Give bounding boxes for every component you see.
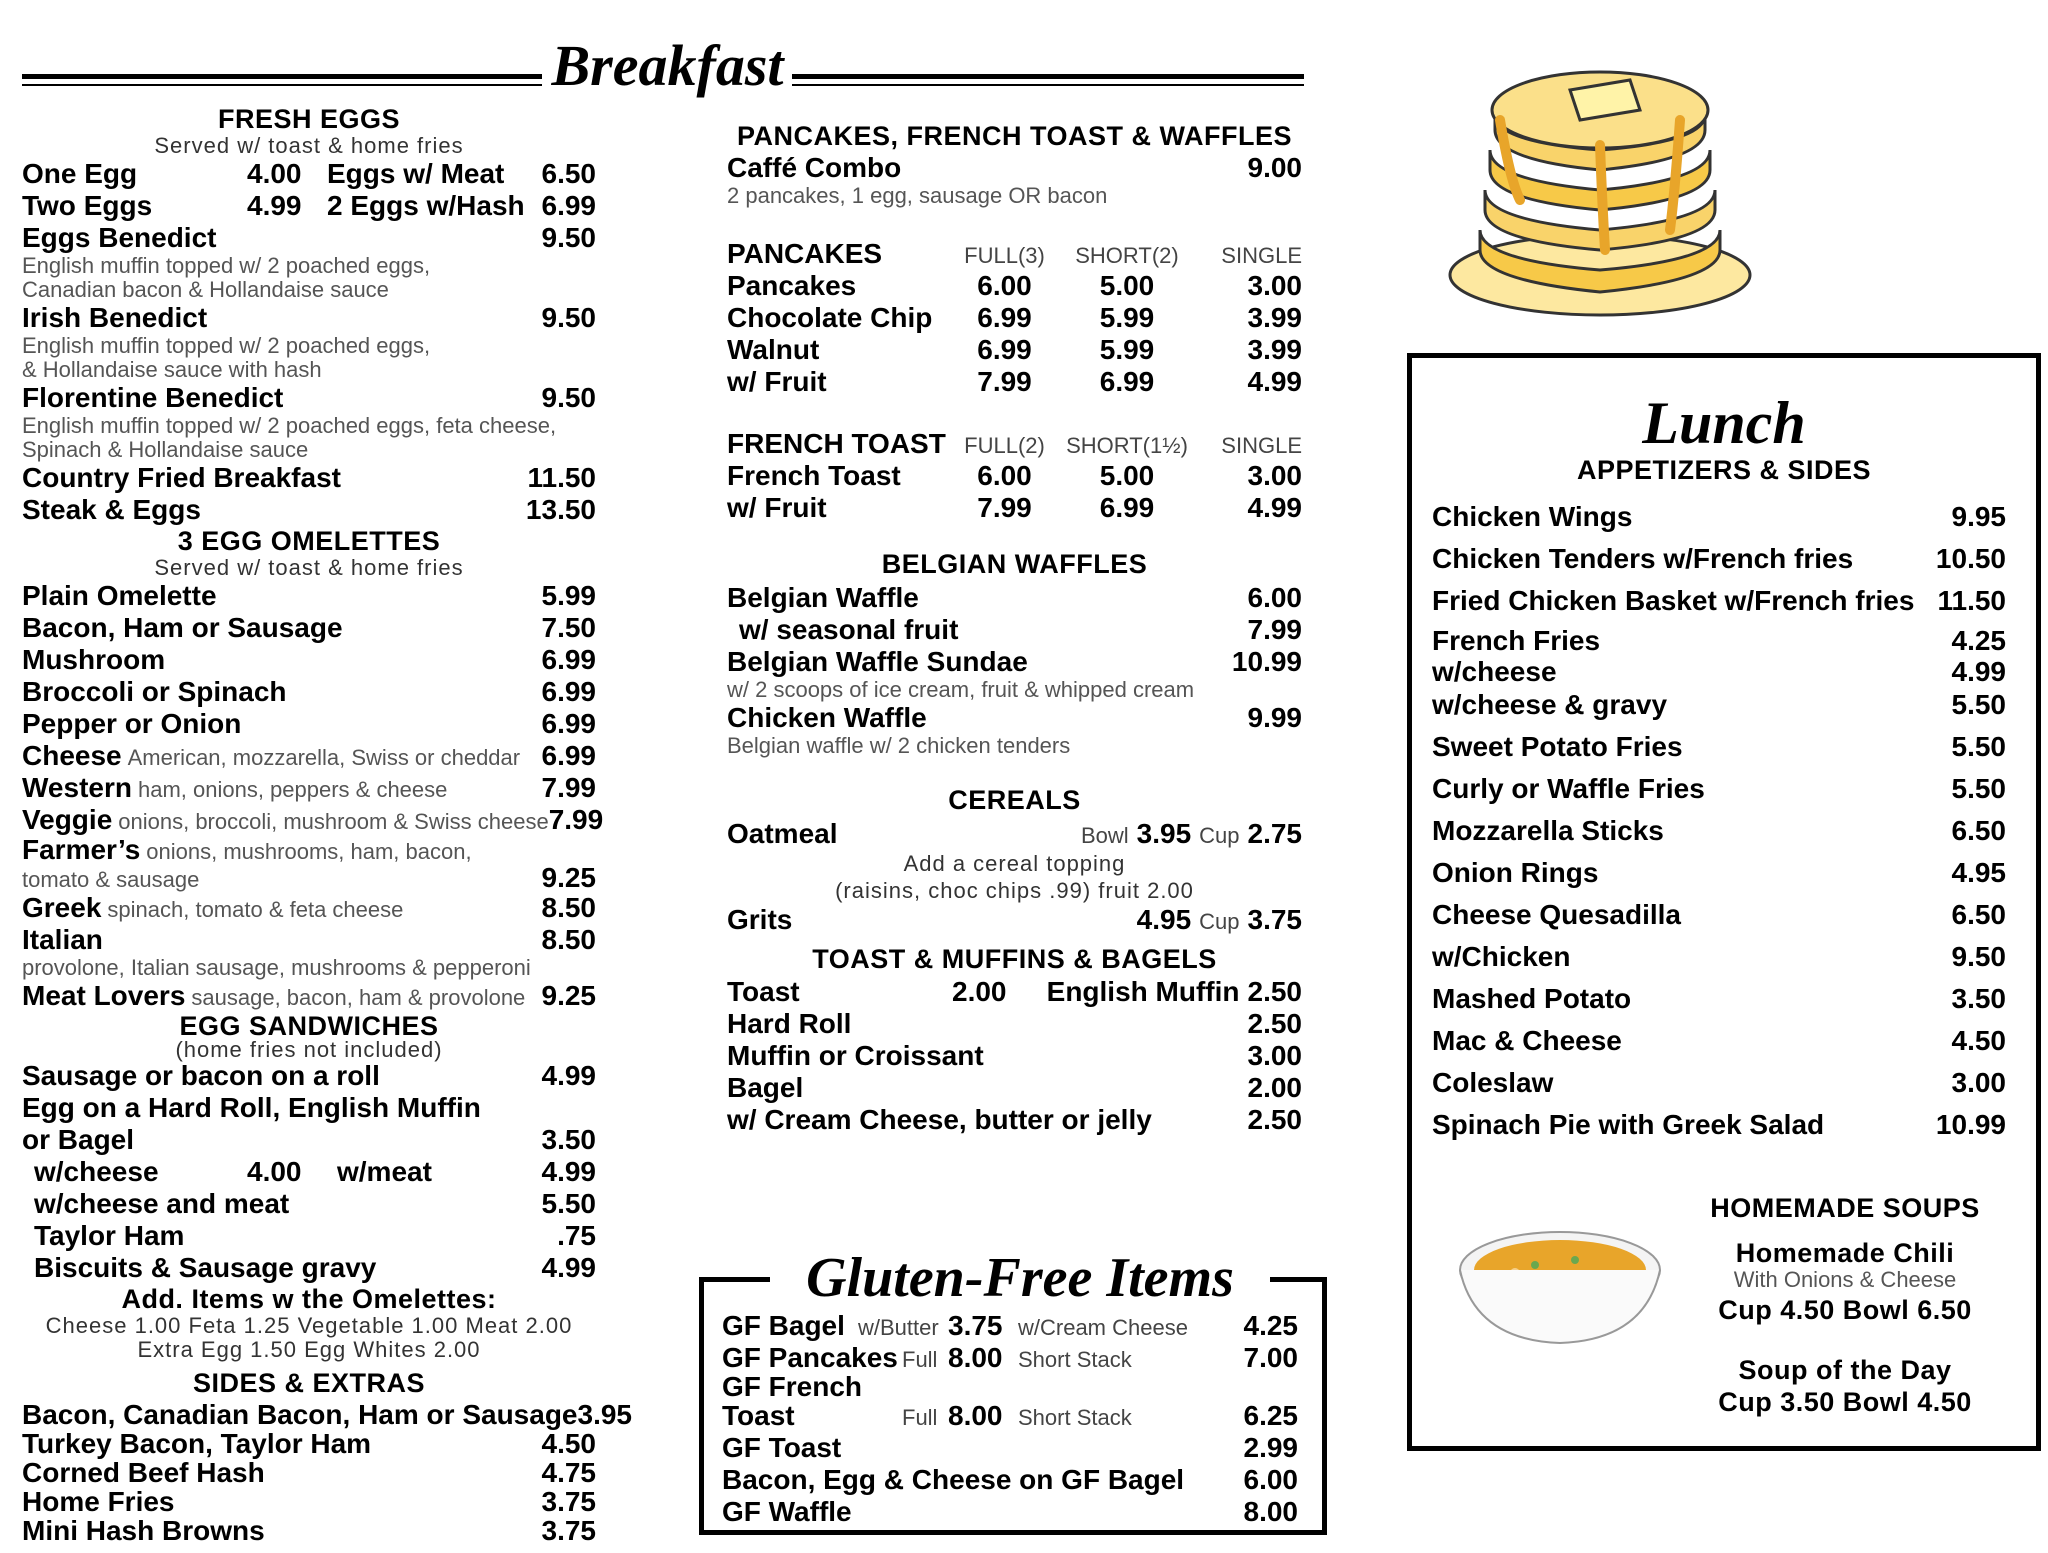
menu-item: Farmer’s onions, mushrooms, ham, bacon, — [22, 834, 472, 865]
menu-item: tomato & sausage 9.25 — [22, 862, 596, 893]
menu-item-pair: Toast 2.00 English Muffin 2.50 — [727, 976, 1302, 1007]
add-items-header: Add. Items w the Omelettes: — [121, 1284, 497, 1314]
menu-item: Spinach Pie with Greek Salad 10.99 — [1432, 1109, 2006, 1140]
menu-item: Caffé Combo 9.00 — [727, 152, 1302, 183]
item-description: English muffin topped w/ 2 poached eggs, feta cheese, — [22, 413, 557, 438]
french-toast-header-row: FRENCH TOAST FULL(2) SHORT(1½) SINGLE — [727, 428, 1302, 459]
menu-item: Chicken Tenders w/French fries 10.50 — [1432, 543, 2006, 574]
menu-item: GF Bagel w/Butter 3.75 w/Cream Cheese 4.25 — [722, 1310, 1298, 1341]
menu-item: Chicken Wings 9.95 — [1432, 501, 2006, 532]
menu-item: Muffin or Croissant 3.00 — [727, 1040, 1302, 1071]
soup-of-day-name: Soup of the Day — [1738, 1355, 1952, 1385]
menu-item: Hard Roll 2.50 — [727, 1008, 1302, 1039]
menu-item: Mozzarella Sticks 6.50 — [1432, 815, 2006, 846]
menu-item: Sweet Potato Fries 5.50 — [1432, 731, 2006, 762]
lunch-title: Lunch — [1642, 390, 1806, 456]
menu-item: GF Toast 2.99 — [722, 1432, 1298, 1463]
pancakes-ft-waffles-header: PANCAKES, FRENCH TOAST & WAFFLES — [736, 121, 1292, 151]
omelettes-subheader: Served w/ toast & home fries — [154, 555, 464, 580]
lunch-appetizers-header: APPETIZERS & SIDES — [1576, 455, 1872, 485]
menu-item: Mini Hash Browns 3.75 — [22, 1515, 596, 1546]
belgian-waffles-header: BELGIAN WAFFLES — [881, 549, 1148, 579]
menu-item: Bagel 2.00 — [727, 1072, 1302, 1103]
item-description: English muffin topped w/ 2 poached eggs, — [22, 333, 431, 358]
item-description: Spinach & Hollandaise sauce — [22, 437, 309, 462]
menu-item: Chocolate Chip 6.99 5.99 3.99 — [727, 302, 1302, 333]
item-description: w/ 2 scoops of ice cream, fruit & whipped cream — [727, 677, 1195, 702]
menu-item: Plain Omelette 5.99 — [22, 580, 596, 611]
item-price: 4.99 — [247, 190, 302, 221]
menu-item-pair — [22, 158, 596, 190]
menu-item: Greek spinach, tomato & feta cheese 8.50 — [22, 892, 596, 923]
breakfast-column-2 — [727, 120, 1302, 1136]
omelettes-header: 3 EGG OMELETTES — [177, 526, 441, 556]
item-price: 6.50 — [541, 158, 596, 189]
menu-item: Onion Rings 4.95 — [1432, 857, 2006, 888]
menu-item: Grits 4.95 Cup 3.75 — [727, 904, 1302, 935]
item-description: English muffin topped w/ 2 poached eggs, — [22, 253, 431, 278]
cereal-topping-line-2: (raisins, choc chips .99) fruit 2.00 — [835, 878, 1194, 903]
chili-subtitle: With Onions & Cheese — [1733, 1267, 1957, 1292]
homemade-soups — [1680, 1190, 2010, 1418]
cereal-topping-line-1: Add a cereal topping — [903, 851, 1126, 876]
menu-item: Bacon, Ham or Sausage 7.50 — [22, 612, 596, 643]
menu-item: w/cheese & gravy 5.50 — [1432, 689, 2006, 720]
menu-item: Corned Beef Hash 4.75 — [22, 1457, 596, 1488]
menu-item-pair — [22, 190, 596, 222]
menu-item: French Fries 4.25 — [1432, 625, 2006, 656]
menu-item: Pancakes 6.00 5.00 3.00 — [727, 270, 1302, 301]
item-price: 6.99 — [541, 190, 596, 221]
chili-name: Homemade Chili — [1735, 1238, 1955, 1268]
menu-item: Belgian Waffle 6.00 — [727, 582, 1302, 613]
menu-item: Irish Benedict 9.50 — [22, 302, 596, 333]
menu-item: GF Waffle 8.00 — [722, 1496, 1298, 1527]
menu-item: French Toast 6.00 5.00 3.00 — [727, 460, 1302, 491]
item-price: 4.00 — [247, 158, 302, 189]
gluten-free-items — [722, 1310, 1298, 1528]
menu-item: Veggie onions, broccoli, mushroom & Swiss cheese 7.99 — [22, 804, 604, 835]
item-description: provolone, Italian sausage, mushrooms & pepperoni — [22, 955, 531, 980]
item-name: One Egg — [22, 158, 138, 189]
pancake-stack-illustration — [1440, 30, 1760, 330]
pancakes-header-row: PANCAKES FULL(3) SHORT(2) SINGLE — [727, 238, 1302, 269]
menu-item: Toast Full 8.00 Short Stack 6.25 — [722, 1400, 1298, 1431]
egg-sandwiches-subheader: (home fries not included) — [175, 1037, 443, 1062]
add-items-line-1: Cheese 1.00 Feta 1.25 Vegetable 1.00 Meat 2.00 — [45, 1313, 573, 1338]
menu-item: w/cheese 4.99 — [1432, 656, 2006, 687]
pancakes-header: PANCAKES — [727, 238, 883, 269]
item-description: 2 pancakes, 1 egg, sausage OR bacon — [727, 183, 1108, 208]
menu-item: Oatmeal Bowl 3.95 Cup 2.75 — [727, 818, 1302, 849]
menu-item: Turkey Bacon, Taylor Ham 4.50 — [22, 1428, 596, 1459]
menu-item: w/ Fruit 7.99 6.99 4.99 — [727, 492, 1302, 523]
menu-item: Sausage or bacon on a roll 4.99 — [22, 1060, 596, 1091]
menu-item: Belgian Waffle Sundae 10.99 — [727, 646, 1302, 677]
fresh-eggs-subheader: Served w/ toast & home fries — [154, 133, 464, 158]
menu-item: Cheese American, mozzarella, Swiss or cheddar 6.99 — [22, 740, 596, 771]
toast-header: TOAST & MUFFINS & BAGELS — [812, 944, 1217, 974]
menu-item: Mac & Cheese 4.50 — [1432, 1025, 2006, 1056]
soups-header: HOMEMADE SOUPS — [1710, 1193, 1980, 1223]
menu-item: w/ Cream Cheese, butter or jelly 2.50 — [727, 1104, 1302, 1135]
french-toast-header: FRENCH TOAST — [727, 428, 946, 459]
menu-item: Coleslaw 3.00 — [1432, 1067, 2006, 1098]
menu-item: GF Pancakes Full 8.00 Short Stack 7.00 — [722, 1342, 1298, 1373]
item-description: Belgian waffle w/ 2 chicken tenders — [727, 733, 1071, 758]
menu-item: Taylor Ham .75 — [34, 1220, 596, 1251]
menu-item: w/cheese and meat 5.50 — [34, 1188, 596, 1219]
menu-item: Country Fried Breakfast 11.50 — [22, 462, 596, 493]
menu-item: Broccoli or Spinach 6.99 — [22, 676, 596, 707]
menu-item: or Bagel 3.50 — [22, 1124, 596, 1155]
menu-item: w/Chicken 9.50 — [1432, 941, 2006, 972]
menu-item: Meat Lovers sausage, bacon, ham & provolone 9.25 — [22, 980, 596, 1011]
menu-item: Cheese Quesadilla 6.50 — [1432, 899, 2006, 930]
menu-item: Bacon, Egg & Cheese on GF Bagel 6.00 — [722, 1464, 1298, 1495]
egg-sandwiches-header: EGG SANDWICHES — [179, 1011, 439, 1041]
menu-item-pair: w/cheese 4.00 w/meat 4.99 — [34, 1156, 596, 1187]
sides-header: SIDES & EXTRAS — [192, 1368, 426, 1398]
menu-item: Italian 8.50 — [22, 924, 596, 955]
fresh-eggs-header: FRESH EGGS — [217, 104, 401, 134]
cereals-header: CEREALS — [948, 785, 1081, 815]
soup-of-day-price: Cup 3.50 Bowl 4.50 — [1718, 1387, 1972, 1417]
menu-item: Biscuits & Sausage gravy 4.99 — [34, 1252, 596, 1283]
menu-item: Steak & Eggs 13.50 — [22, 494, 596, 525]
menu-item: Pepper or Onion 6.99 — [22, 708, 596, 739]
menu-item: Western ham, onions, peppers & cheese 7.99 — [22, 772, 596, 803]
menu-item: Mushroom 6.99 — [22, 644, 596, 675]
menu-item: Walnut 6.99 5.99 3.99 — [727, 334, 1302, 365]
menu-item: Bacon, Canadian Bacon, Ham or Sausage 3.95 — [22, 1399, 632, 1430]
menu-item: Chicken Waffle 9.99 — [727, 702, 1302, 733]
menu-item: Egg on a Hard Roll, English Muffin — [22, 1092, 481, 1123]
menu-item: Mashed Potato 3.50 — [1432, 983, 2006, 1014]
add-items-line-2: Extra Egg 1.50 Egg Whites 2.00 — [137, 1337, 481, 1362]
item-name: Two Eggs — [22, 190, 153, 221]
soup-bowl-illustration — [1455, 1225, 1665, 1355]
menu-item: w/ Fruit 7.99 6.99 4.99 — [727, 366, 1302, 397]
breakfast-column-1 — [22, 104, 632, 1546]
chili-price: Cup 4.50 Bowl 6.50 — [1718, 1295, 1972, 1325]
item-description: Canadian bacon & Hollandaise sauce — [22, 277, 389, 302]
item-name: Eggs w/ Meat — [327, 158, 505, 189]
menu-item: Florentine Benedict 9.50 — [22, 382, 596, 413]
menu-item: GF French — [722, 1371, 863, 1402]
lunch-items — [1432, 496, 2006, 1146]
menu-item: w/ seasonal fruit 7.99 — [739, 614, 1302, 645]
item-description: & Hollandaise sauce with hash — [22, 357, 322, 382]
menu-item: Fried Chicken Basket w/French fries 11.50 — [1432, 585, 2006, 616]
menu-item: Eggs Benedict 9.50 — [22, 222, 596, 253]
item-name: 2 Eggs w/Hash — [327, 190, 525, 221]
gluten-free-title: Gluten-Free Items — [770, 1248, 1270, 1308]
menu-item: Home Fries 3.75 — [22, 1486, 596, 1517]
menu-item: Curly or Waffle Fries 5.50 — [1432, 773, 2006, 804]
breakfast-title: Breakfast — [551, 33, 784, 98]
